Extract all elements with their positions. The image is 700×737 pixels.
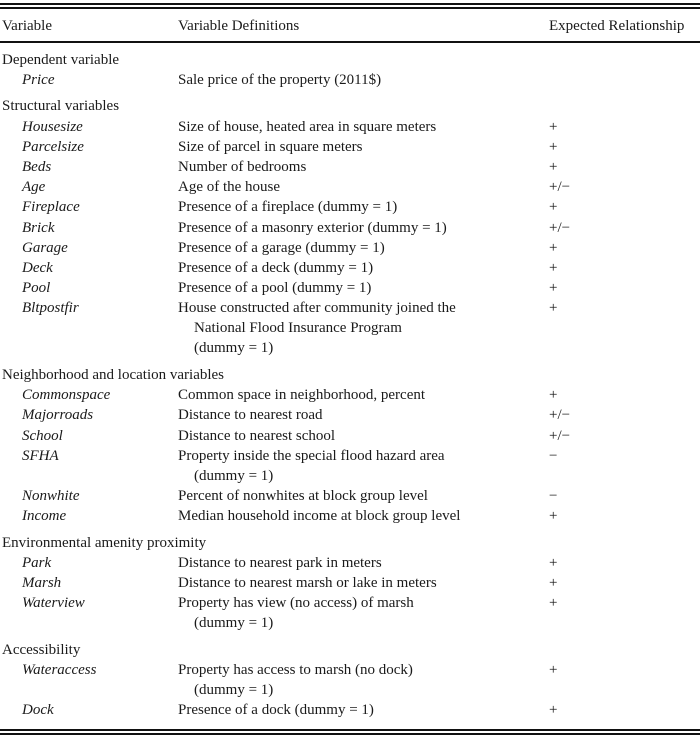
variable-name: Park [22,554,52,571]
variable-definition [178,506,538,526]
bottom-rule-1 [0,729,700,731]
definition-line: Distance to nearest school [178,427,336,444]
definition-line: House constructed after community joined the [178,300,456,317]
variable-name: Income [22,508,67,525]
variable-definition [178,117,538,137]
variable-name: Pool [22,280,51,297]
variable-definition [178,238,538,258]
definition-line: (dummy = 1) [194,615,274,632]
variable-name: Bltpostfir [22,300,79,317]
header-expected-relationship: Expected Relationship [549,18,685,34]
definition-line: Distance to nearest park in meters [178,554,382,571]
variable-name: Deck [22,260,53,276]
variable-name: Waterview [22,595,85,612]
variable-definition [178,385,538,405]
variable-name: SFHA [22,447,59,464]
expected-relationship: + [549,702,558,719]
definition-line: National Flood Insurance Program [194,320,402,337]
header-rule [0,41,700,43]
expected-relationship: + [549,300,558,317]
variable-definition [178,197,538,217]
section-title: Environmental amenity proximity [2,534,207,551]
variable-definition [178,298,538,358]
variable-name: Commonspace [22,387,111,404]
definition-line: Percent of nonwhites at block group level [178,488,428,505]
expected-relationship: + [549,508,558,525]
variable-name: Nonwhite [22,488,80,505]
expected-relationship: + [549,575,558,591]
section-title: Accessibility [2,641,81,658]
definition-line: Common space in neighborhood, percent [178,387,426,404]
variable-name: Majorroads [22,407,94,424]
expected-relationship: + [549,260,558,276]
expected-relationship: +/− [549,407,571,424]
variable-name: Beds [22,159,52,175]
definition-line: Distance to nearest marsh or lake in meters [178,575,437,591]
expected-relationship: + [549,239,558,256]
definition-line: Presence of a pool (dummy = 1) [178,280,372,297]
definition-line: Age of the house [178,179,281,196]
variable-definition [178,573,538,593]
variable-name: Housesize [22,118,83,135]
definition-line: Property inside the special flood hazard area [178,447,445,464]
variable-name: Wateraccess [22,661,97,678]
definition-line: Presence of a fireplace (dummy = 1) [178,199,398,216]
expected-relationship: +/− [549,219,571,236]
variable-definition [178,405,538,425]
definition-line: Sale price of the property (2011$) [178,72,382,89]
definition-line: Property has view (no access) of marsh [178,595,414,612]
section-title: Dependent variable [2,52,120,68]
definition-line: Presence of a dock (dummy = 1) [178,702,374,719]
definition-line: Number of bedrooms [178,159,307,175]
expected-relationship: + [549,554,558,571]
variable-definition [178,593,538,633]
expected-relationship: − [549,488,558,505]
expected-relationship: − [549,447,558,464]
definition-line: (dummy = 1) [194,467,274,484]
definition-line: Presence of a garage (dummy = 1) [178,239,385,256]
variable-name: Dock [22,702,54,719]
variable-name: Age [22,179,46,196]
variable-name: Price [22,72,55,89]
variable-name: Fireplace [22,199,80,216]
definition-line: Property has access to marsh (no dock) [178,661,413,678]
variable-definition [178,486,538,506]
variable-name: Marsh [22,575,62,591]
variable-definition [178,70,538,90]
expected-relationship: +/− [549,427,571,444]
variable-name: Garage [22,239,68,256]
expected-relationship: + [549,661,558,678]
variable-definition [178,426,538,446]
header-definitions: Variable Definitions [178,18,300,34]
definition-line: Size of parcel in square meters [178,138,363,155]
section-title: Structural variables [2,98,120,115]
variable-name: School [22,427,63,444]
top-rule-1 [0,3,700,5]
variable-definition [178,553,538,573]
definition-line: Presence of a deck (dummy = 1) [178,260,374,276]
variable-definition [178,700,538,720]
variable-name: Brick [22,219,55,236]
section-title: Neighborhood and location variables [2,367,225,383]
expected-relationship: + [549,199,558,216]
definition-line: (dummy = 1) [194,340,274,357]
variable-definition [178,446,538,486]
variable-definition [178,137,538,157]
expected-relationship: + [549,387,558,404]
definition-line: Presence of a masonry exterior (dummy = 1) [178,219,447,236]
variable-name: Parcelsize [22,138,84,155]
expected-relationship: + [549,595,558,612]
bottom-rule-2 [0,733,700,735]
definition-line: Size of house, heated area in square meters [178,118,437,135]
top-rule-2 [0,7,700,9]
variable-definition [178,258,538,278]
variable-definition [178,660,538,700]
expected-relationship: + [549,138,558,155]
variable-definition [178,157,538,177]
expected-relationship: +/− [549,179,571,196]
expected-relationship: + [549,159,558,175]
variable-definition [178,278,538,298]
expected-relationship: + [549,118,558,135]
variable-definition [178,177,538,197]
variable-definition [178,218,538,238]
expected-relationship: + [549,280,558,297]
header-variable: Variable [2,18,52,34]
definition-line: Median household income at block group level [178,508,461,525]
definition-line: Distance to nearest road [178,407,323,424]
definition-line: (dummy = 1) [194,681,274,698]
